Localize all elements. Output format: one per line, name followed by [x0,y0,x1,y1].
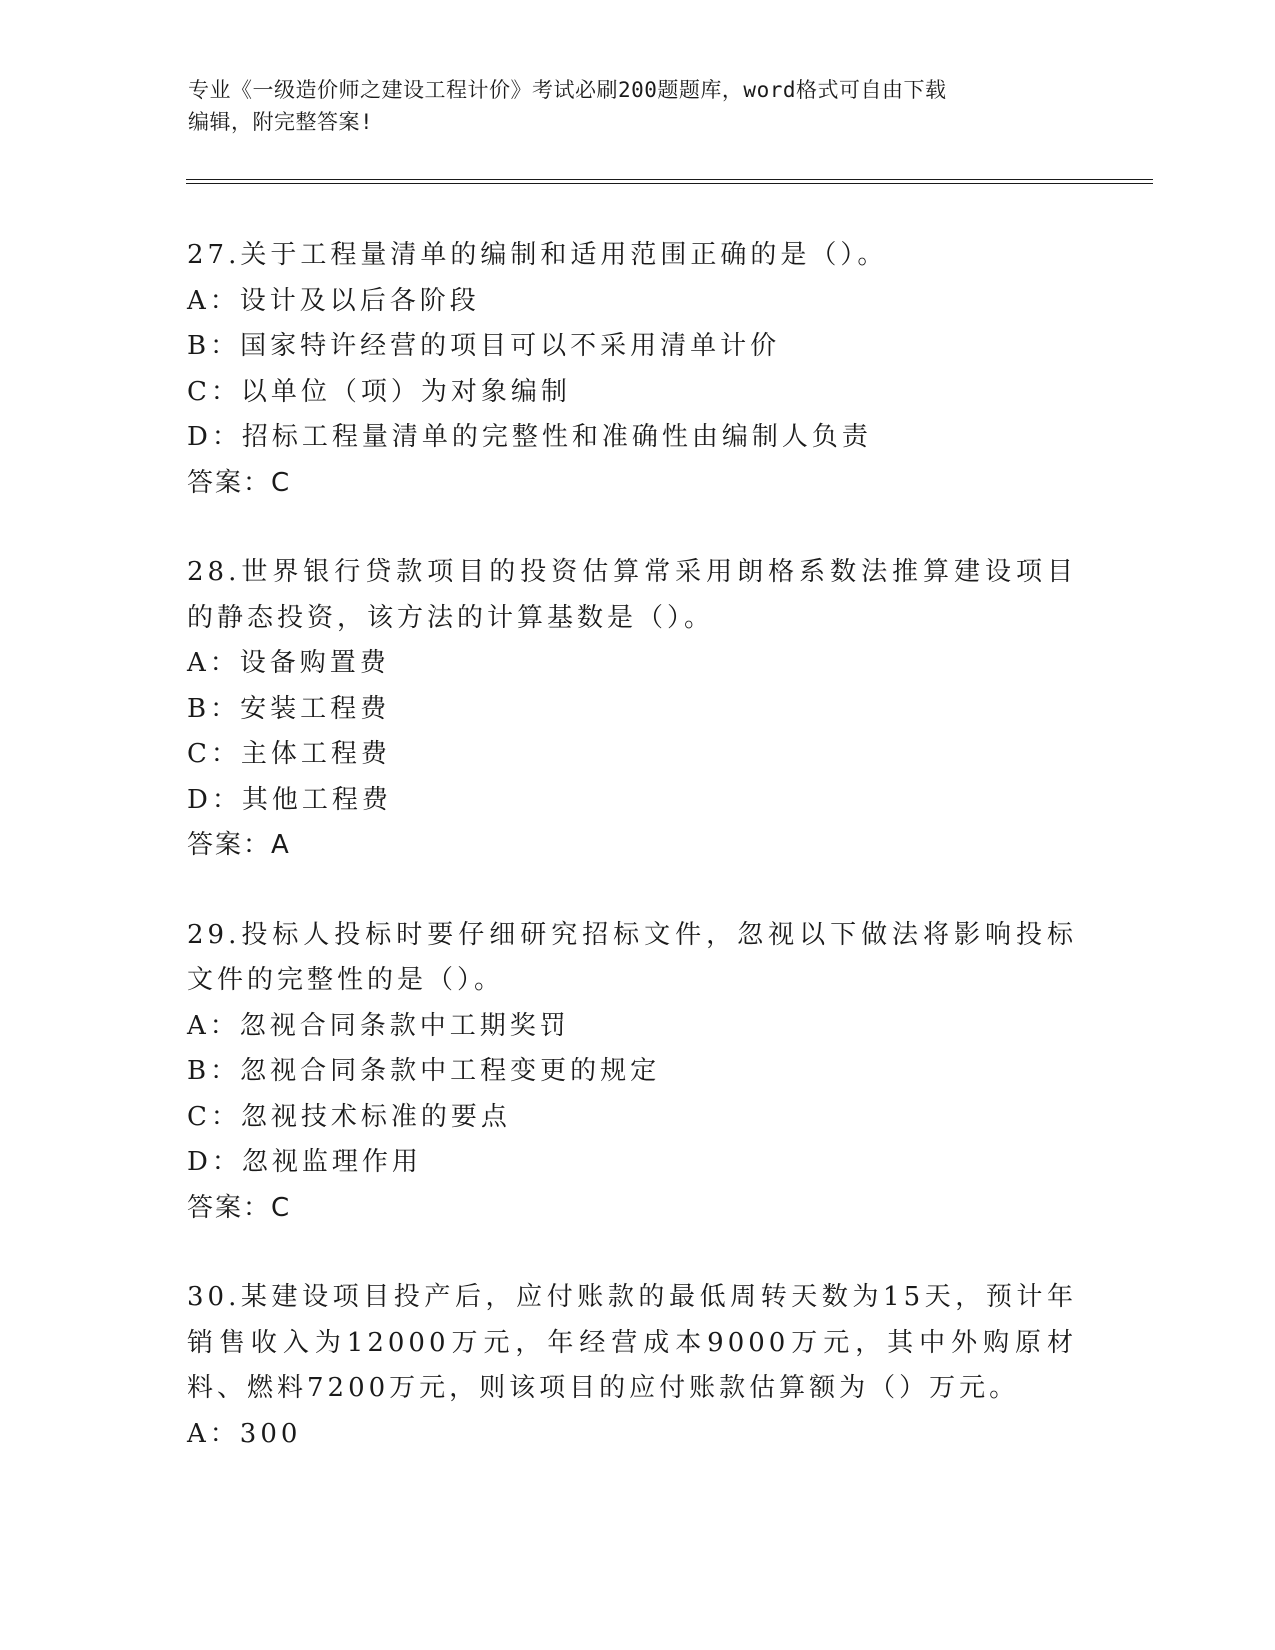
option-b: B：忽视合同条款中工程变更的规定 [187,1056,661,1086]
option-c: C：主体工程费 [187,739,391,769]
option-d: D：忽视监理作用 [187,1147,422,1177]
question-stem: 27.关于工程量清单的编制和适用范围正确的是（）。 [187,240,888,270]
question-stem: 30.某建设项目投产后，应付账款的最低周转天数为15天，预计年销售收入为12000万元，年经营成本9000万元，其中外购原材料、燃料7200万元，则该项目的应付账款估算额为（）万元。 [187,1282,1077,1403]
option-d: D：其他工程费 [187,784,392,815]
question-30 [187,1275,1087,1457]
document-header [188,74,1068,138]
option-d: D：招标工程量清单的完整性和准确性由编制人负责 [187,422,872,452]
question-28 [187,550,1087,869]
option-b: B：国家特许经营的项目可以不采用清单计价 [187,331,781,361]
header-divider [186,179,1153,184]
option-b: B：安装工程费 [187,693,391,724]
option-c: C：以单位（项）为对象编制 [187,376,571,407]
option-a: A：设备购置费 [187,648,390,678]
option-c: C：忽视技术标准的要点 [187,1101,511,1132]
question-list [187,233,1087,1501]
header-line-1: 专业《一级造价师之建设工程计价》考试必刷200题题库，word格式可自由下载 [188,78,947,102]
option-a: A：300 [187,1418,302,1449]
option-a: A：设计及以后各阶段 [187,285,480,316]
answer: 答案：C [187,1192,292,1223]
answer: 答案：A [187,830,291,860]
header-line-2: 编辑，附完整答案! [188,110,374,134]
question-27 [187,233,1087,506]
question-29 [187,913,1087,1232]
question-stem: 28.世界银行贷款项目的投资估算常采用朗格系数法推算建设项目的静态投资，该方法的计算基数是（）。 [187,557,1077,633]
question-stem: 29.投标人投标时要仔细研究招标文件，忽视以下做法将影响投标文件的完整性的是（）。 [187,919,1077,995]
option-a: A：忽视合同条款中工期奖罚 [187,1010,570,1041]
answer: 答案：C [187,467,292,498]
